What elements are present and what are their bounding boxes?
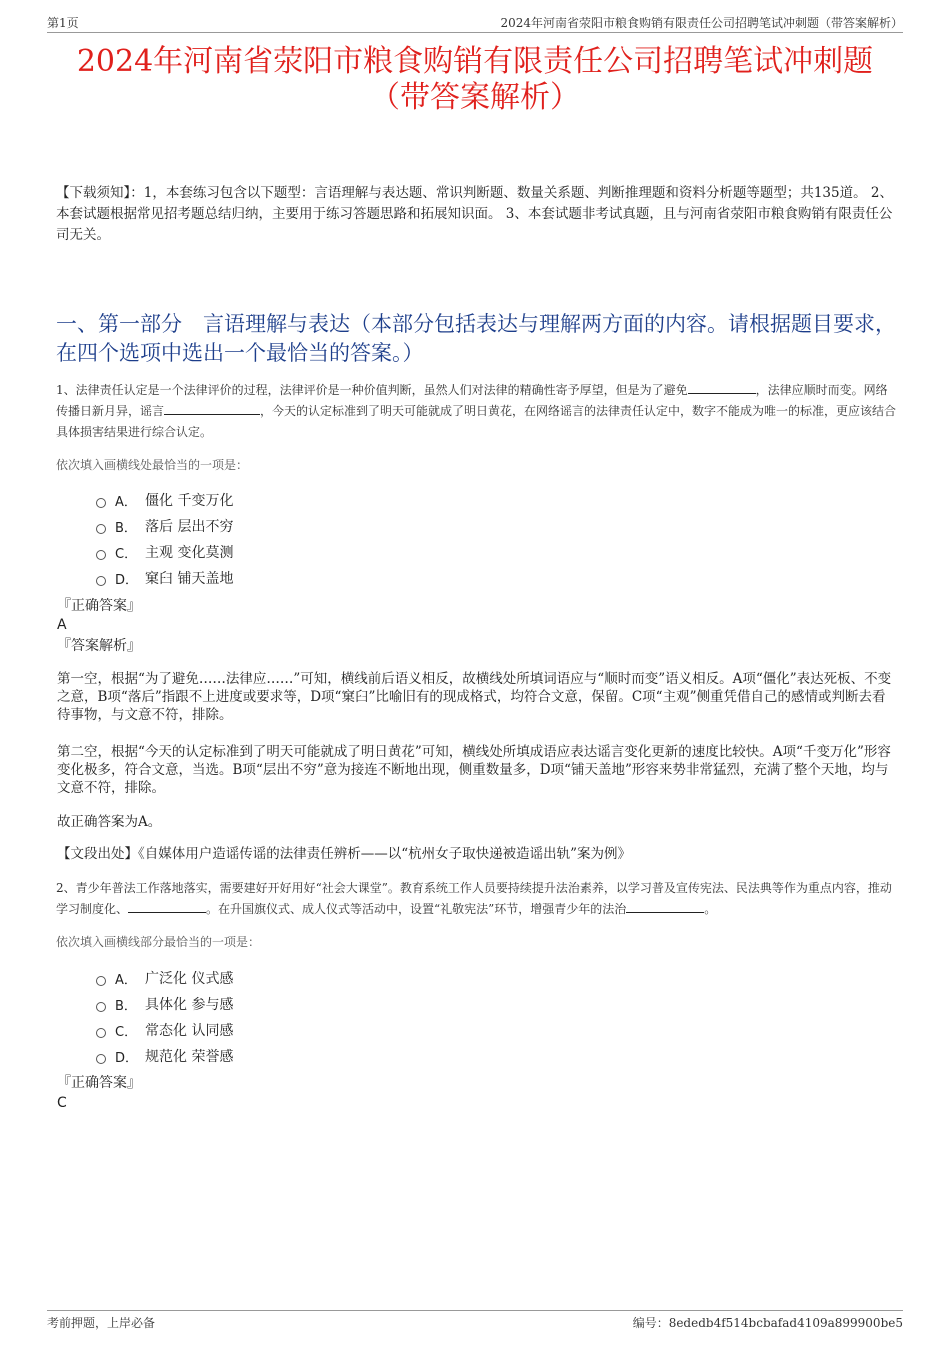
footer-slogan: 考前押题，上岸必备	[47, 1316, 156, 1330]
question-2-answer: C	[57, 1095, 67, 1111]
radio-icon[interactable]	[96, 550, 106, 560]
title-line-2: （带答案解析）	[370, 80, 580, 115]
question-1-conclusion: 故正确答案为A。	[57, 814, 162, 830]
radio-icon[interactable]	[96, 976, 106, 986]
question-1-stem	[56, 380, 898, 443]
section-heading: 一、第一部分 言语理解与表达（本部分包括表达与理解两方面的内容。请根据题目要求，在四个选项中选出一个最恰当的答案。）	[56, 312, 896, 365]
question-1-option-b[interactable]: B． 落后 层出不穷	[96, 513, 233, 539]
title-line-1: 2024年河南省荥阳市粮食购销有限责任公司招聘笔试冲刺题	[76, 44, 874, 79]
radio-icon[interactable]	[96, 576, 106, 586]
question-2-stem	[56, 878, 898, 920]
question-1-source: 【文段出处】《自媒体用户造谣传谣的法律责任辨析——以“杭州女子取快递被造谣出轨”案为例》	[57, 846, 632, 862]
radio-icon[interactable]	[96, 1002, 106, 1012]
document-title	[40, 44, 910, 116]
option-text: 规范化 荣誉感	[145, 1049, 234, 1065]
radio-icon[interactable]	[96, 1028, 106, 1038]
page-footer	[47, 1310, 903, 1331]
download-notice: 【下载须知】：1，本套练习包含以下题型：言语理解与表达题、常识判断题、数量关系题、判断推理题和资料分析题等题型；共135道。 2、本套试题根据常见招考题总结归纳，主要用于练习答题思路和拓展知识面。 3、本套试题非考试真题，且与河南省荥阳市粮食购销有限责任公司无关。	[56, 185, 893, 243]
header-doc-title: 2024年河南省荥阳市粮食购销有限责任公司招聘笔试冲刺题（带答案解析）	[500, 16, 903, 30]
question-1-answer-label: 『正确答案』	[57, 598, 141, 614]
question-1-answer: A	[57, 617, 67, 633]
question-1-option-d[interactable]: D． 窠臼 铺天盖地	[96, 565, 233, 591]
question-2-option-b[interactable]: B． 具体化 参与感	[96, 991, 233, 1017]
question-1-analysis-label: 『答案解析』	[57, 638, 141, 654]
option-text: 常态化 认同感	[145, 1023, 234, 1039]
option-text: 具体化 参与感	[145, 997, 234, 1013]
question-1-stem-part-c: ，今天的认定标准到了明天可能就成了明日黄花，在网络谣言的法律责任认定中，数字不能成为唯一的标准，更应该结合具体损害结果进行综合认定。	[56, 404, 897, 439]
question-1-blank-1	[688, 380, 756, 394]
footer-serial-number: 编号：8ededb4f514bcbafad4109a899900be5	[632, 1316, 903, 1330]
option-text: 主观 变化莫测	[145, 545, 234, 561]
option-text: 僵化 千变万化	[145, 493, 234, 509]
question-2-blank-1	[128, 899, 206, 913]
question-1-options	[96, 487, 233, 591]
question-1-blank-2	[164, 401, 260, 415]
question-2-prompt: 依次填入画横线部分最恰当的一项是：	[56, 935, 261, 949]
page-number: 第1页	[47, 16, 79, 30]
question-2-options	[96, 965, 233, 1069]
radio-icon[interactable]	[96, 1054, 106, 1064]
radio-icon[interactable]	[96, 498, 106, 508]
page-header	[47, 14, 903, 33]
question-1-analysis-paragraph-2: 第二空，根据“今天的认定标准到了明天可能就成了明日黄花”可知，横线处所填成语应表达谣言变化更新的速度比较快。A项“千变万化”形容变化极多，符合文意，当选。B项“层出不穷”意为接连不断地出现，侧重数量多，D项“铺天盖地”形容来势非常猛烈，充满了整个天地，均与文意不符，排除。	[57, 744, 891, 796]
question-2-stem-part-c: 。	[704, 902, 717, 916]
question-2-stem-part-a: 2、青少年普法工作落地落实，需要建好开好用好“社会大课堂”。教育系统工作人员要持续提升法治素养，以学习普及宣传宪法、民法典等作为重点内容，推动学习制度化、	[56, 881, 892, 916]
question-2-option-c[interactable]: C． 常态化 认同感	[96, 1017, 233, 1043]
question-1-stem-part-b: ，法律应顺时而变。网络传播日新月异，谣言	[56, 383, 888, 418]
question-2-blank-2	[626, 899, 704, 913]
question-1-option-a[interactable]: A． 僵化 千变万化	[96, 487, 233, 513]
question-1-analysis-paragraph-1: 第一空，根据“为了避免……法律应……”可知，横线前后语义相反，故横线处所填词语应与“顺时而变”语义相反。A项“僵化”表达死板、不变之意，B项“落后”指跟不上进度或要求等，D项“窠臼”比喻旧有的现成格式，均符合文意，保留。C项“主观”侧重凭借自己的感情或判断去看待事物，与文意不符，排除。	[57, 671, 892, 723]
question-1-option-c[interactable]: C． 主观 变化莫测	[96, 539, 233, 565]
question-1-prompt: 依次填入画横线处最恰当的一项是：	[56, 458, 249, 472]
question-2-stem-part-b: 。在升国旗仪式、成人仪式等活动中，设置“礼敬宪法”环节，增强青少年的法治	[206, 902, 627, 916]
radio-icon[interactable]	[96, 524, 106, 534]
option-text: 窠臼 铺天盖地	[145, 571, 234, 587]
question-2-option-d[interactable]: D． 规范化 荣誉感	[96, 1043, 233, 1069]
question-1-stem-part-a: 1、法律责任认定是一个法律评价的过程，法律评价是一种价值判断，虽然人们对法律的精确性寄予厚望，但是为了避免	[56, 383, 688, 397]
question-2-option-a[interactable]: A． 广泛化 仪式感	[96, 965, 233, 991]
option-text: 落后 层出不穷	[145, 519, 234, 535]
option-text: 广泛化 仪式感	[145, 971, 234, 987]
question-2-answer-label: 『正确答案』	[57, 1075, 141, 1091]
